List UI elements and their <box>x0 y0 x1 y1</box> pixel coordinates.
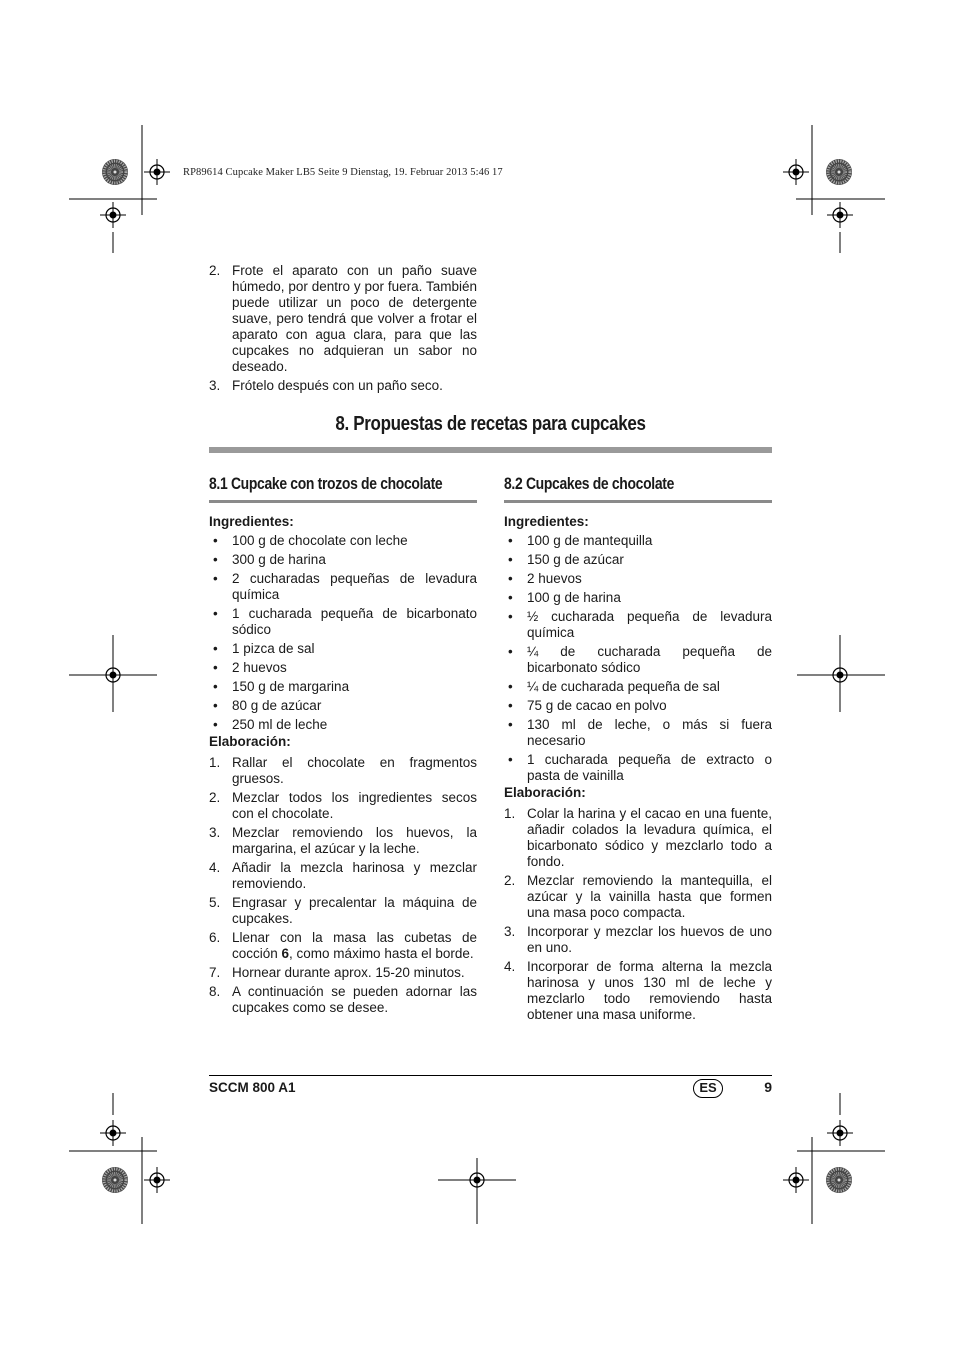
registration-sunburst <box>102 159 128 185</box>
method-step: 2. Mezclar removiendo la mantequilla, el azúcar y la vainilla hasta que formen una masa poco compacta. <box>504 873 772 920</box>
method-step: 6. Llenar con la masa las cubetas de cocción 6, como máximo hasta el borde. <box>209 930 477 961</box>
method-step: 1. Rallar el chocolate en fragmentos gruesos. <box>209 755 477 786</box>
registration-sunburst <box>826 159 852 185</box>
ingredient-item: • 150 g de margarina <box>213 679 350 694</box>
recipe2-title-wrap <box>504 474 772 494</box>
registration-sunburst <box>826 1167 852 1193</box>
method-step: 2. Mezclar todos los ingredientes secos con el chocolate. <box>209 790 477 821</box>
ingredient-item: • 2 huevos <box>213 660 287 675</box>
section-title: 8. Propuestas de recetas para cupcakes <box>335 413 646 435</box>
page-number: 9 <box>764 1079 772 1095</box>
recipe2-title: 8.2 Cupcakes de chocolate <box>504 474 675 493</box>
ingredient-item: • 100 g de mantequilla <box>508 533 653 548</box>
footer-model: SCCM 800 A1 <box>209 1080 296 1095</box>
method-step: 8. A continuación se pueden adornar las cupcakes como se desee. <box>209 984 477 1015</box>
ingredient-item: • ¼ de cucharada pequeña de sal <box>508 679 720 694</box>
part-number: 6 <box>281 946 290 961</box>
ingredient-item: • 100 g de harina <box>508 590 621 605</box>
recipe1-steps <box>209 755 477 1016</box>
method-step: 1. Colar la harina y el cacao en una fuente, añadir colados la levadura química, el bicarbonato sódico y mezclarlo todo a fondo. <box>504 806 772 869</box>
registration-crosshair <box>100 202 126 228</box>
ingredient-item: • 130 ml de leche, o más si fuera necesario <box>508 717 772 748</box>
ingredient-item: • 1 pizca de sal <box>213 641 315 656</box>
ingredient-item: • 80 g de azúcar <box>213 698 322 713</box>
section-heading-wrap <box>209 413 772 436</box>
recipe2-steps <box>504 806 772 1023</box>
ingredient-item: • 100 g de chocolate con leche <box>213 533 408 548</box>
print-header: RP89614 Cupcake Maker LB5 Seite 9 Dienstag, 19. Februar 2013 5:46 17 <box>183 167 503 178</box>
method-step: 7. Hornear durante aprox. 15-20 minutos. <box>209 965 465 980</box>
registration-crosshair <box>100 1120 126 1146</box>
ingredients-label: Ingredientes: <box>209 514 294 529</box>
registration-crosshair <box>783 1167 809 1193</box>
registration-crosshair <box>827 202 853 228</box>
step-text: Frótelo después con un paño seco. <box>232 378 443 393</box>
intro-step <box>209 378 477 394</box>
recipe1-body <box>209 514 477 1019</box>
ingredient-item: • 2 huevos <box>508 571 582 586</box>
recipe2-ingredients <box>504 533 772 784</box>
ingredient-item: • 300 g de harina <box>213 552 326 567</box>
method-step: 3. Mezclar removiendo los huevos, la margarina, el azúcar y la leche. <box>209 825 477 856</box>
footer-rule <box>209 1075 772 1076</box>
method-step: 3. Incorporar y mezclar los huevos de uno en uno. <box>504 924 772 955</box>
ingredient-item: • 250 ml de leche <box>213 717 328 732</box>
section-divider <box>209 447 772 453</box>
intro-steps <box>209 263 477 397</box>
ingredients-label: Ingredientes: <box>504 514 589 529</box>
registration-crosshair <box>144 1167 170 1193</box>
method-step: 5. Engrasar y precalentar la máquina de cupcakes. <box>209 895 477 926</box>
ingredient-item: • ½ cucharada pequeña de levadura química <box>508 609 772 640</box>
registration-crosshair <box>827 1120 853 1146</box>
recipe1-ingredients <box>209 533 477 733</box>
recipe1-divider <box>209 500 477 503</box>
recipe1-title-wrap <box>209 474 477 494</box>
ingredient-item: • 75 g de cacao en polvo <box>508 698 667 713</box>
ingredient-item: • 1 cucharada pequeña de extracto o pasta de vainilla <box>508 752 772 783</box>
ingredient-item: • ¼ de cucharada pequeña de bicarbonato sódico <box>508 644 772 675</box>
intro-step <box>209 263 477 375</box>
method-step: 4. Añadir la mezcla harinosa y mezclar removiendo. <box>209 860 477 891</box>
recipe2-body <box>504 514 772 1026</box>
step-number: 2. <box>209 263 221 278</box>
registration-crosshair <box>783 159 809 185</box>
ingredient-item: • 2 cucharadas pequeñas de levadura química <box>213 571 477 602</box>
recipe1-title: 8.1 Cupcake con trozos de chocolate <box>209 474 443 493</box>
step-text: Frote el aparato con un paño suave húmedo, por dentro y por fuera. También puede utilizar un poco de detergente suave, pero tendrá que volver a frotar el aparato con agua clara, para que las cupcakes no adquieran un sabor no deseado. <box>232 263 477 374</box>
method-label: Elaboración: <box>209 734 291 749</box>
ingredient-item: • 150 g de azúcar <box>508 552 624 567</box>
recipe2-divider <box>504 500 772 503</box>
registration-sunburst <box>102 1167 128 1193</box>
method-step: 4. Incorporar de forma alterna la mezcla harinosa y unos 130 ml de leche y mezclarlo todo removiendo hasta obtener una masa uniforme. <box>504 959 772 1022</box>
step-number: 3. <box>209 378 221 393</box>
language-badge: ES <box>693 1079 723 1098</box>
ingredient-item: • 1 cucharada pequeña de bicarbonato sódico <box>213 606 477 637</box>
registration-crosshair <box>144 159 170 185</box>
method-label: Elaboración: <box>504 785 586 800</box>
